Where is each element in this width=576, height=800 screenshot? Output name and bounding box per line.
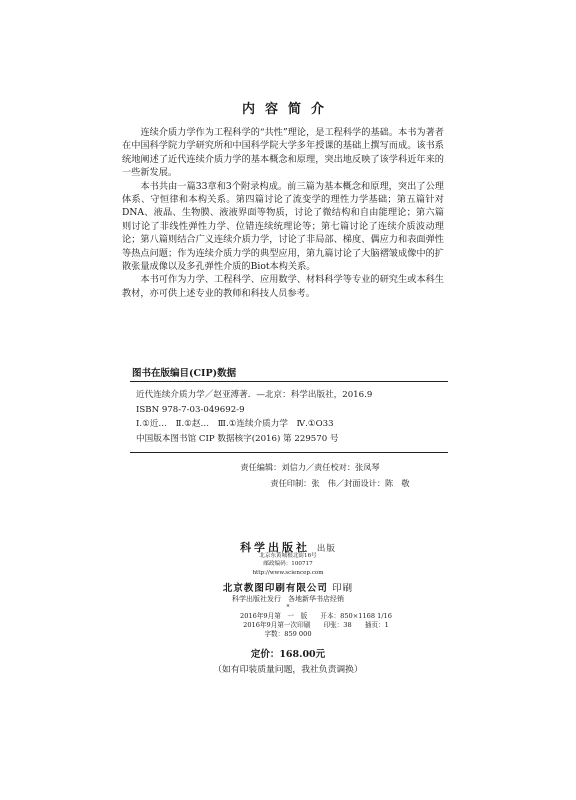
price: 定价：168.00元 — [250, 649, 326, 660]
spec-printing: 2016年9月第一次印刷 印张：38 插页：1 — [243, 621, 389, 629]
publisher-address: 北京东黄城根北街16号 — [259, 553, 317, 559]
cip-bottom-rule — [130, 452, 448, 453]
credits-editors: 责任编辑：刘信力／责任校对：张凤琴 — [240, 462, 380, 472]
printer-suffix: 印刷 — [332, 583, 354, 594]
publisher-website: http://www.sciencep.com — [252, 570, 324, 576]
summary-paragraph-3: 本书可作为力学、工程科学、应用数学、材料科学等专业的研究生或本科生教材，亦可供上述专业的教师和科技人员参考。 — [122, 274, 444, 299]
cip-block — [136, 388, 446, 446]
cip-line-number: 中国版本图书馆 CIP 数据核字(2016) 第 229570 号 — [136, 433, 339, 444]
cip-line-classification: Ⅰ.①近… Ⅱ.①赵… Ⅲ.①连续介质力学 Ⅳ.①O33 — [136, 419, 334, 430]
publisher-name-text: 科学出版社 — [240, 541, 311, 554]
spec-edition: 2016年9月第 一 版 开本：850×1168 1/16 — [240, 612, 392, 620]
credits-printing: 责任印制：张 伟／封面设计：陈 敬 — [270, 478, 410, 488]
cip-line-title: 近代连续介质力学／赵亚溥著．—北京：科学出版社，2016.9 — [136, 390, 373, 400]
publisher-postcode: 邮政编码：100717 — [263, 561, 313, 567]
printer-line — [0, 580, 576, 594]
distribution-line: 科学出版社发行 各地新华书店经销 — [232, 595, 344, 603]
summary-body — [122, 126, 444, 300]
summary-paragraph-1: 连续介质力学作为工程科学的“共性”理论，是工程科学的基础。本书为著者在中国科学院力学研究所和中国科学院大学多年授课的基础上撰写而成。该书系统地阐述了近代连续介质力学的基本概念和原理，突出地反映了该学科近年来的一些新发展。 — [122, 127, 444, 179]
summary-paragraph-2: 本书共由一篇33章和3个附录构成。前三篇为基本概念和原理，突出了公理体系、守恒律和本构关系。第四篇讨论了流变学的理性力学基础；第五篇针对DNA、液晶、生物膜、液液界面等物质，讨论了微结构和自由能理论；第六篇则讨论了非线性弹性力学、位错连续统理论等；第七篇讨论了连续介质波动理论；第八篇则结合广义连续介质力学，讨论了非局部、梯度、偶应力和表面弹性等热点问题；作为连续介质力学的典型应用，第九篇讨论了大脑褶皱成像中的扩散张量成像以及多孔弹性介质的Biot本构关系。 — [122, 180, 444, 273]
cip-line-isbn: ISBN 978-7-03-049692-9 — [136, 404, 245, 415]
printer-name: 北京教图印刷有限公司 — [222, 583, 328, 594]
quality-notice: （如有印装质量问题，我社负责调换） — [213, 665, 363, 675]
spec-wordcount: 字数：859 000 — [264, 630, 312, 638]
summary-title: 内容简介 — [241, 102, 334, 117]
publisher-suffix: 出版 — [316, 544, 336, 554]
cip-top-rule — [130, 381, 448, 382]
separator-star: * — [286, 604, 290, 611]
cip-heading: 图书在版编目(CIP)数据 — [132, 368, 237, 379]
